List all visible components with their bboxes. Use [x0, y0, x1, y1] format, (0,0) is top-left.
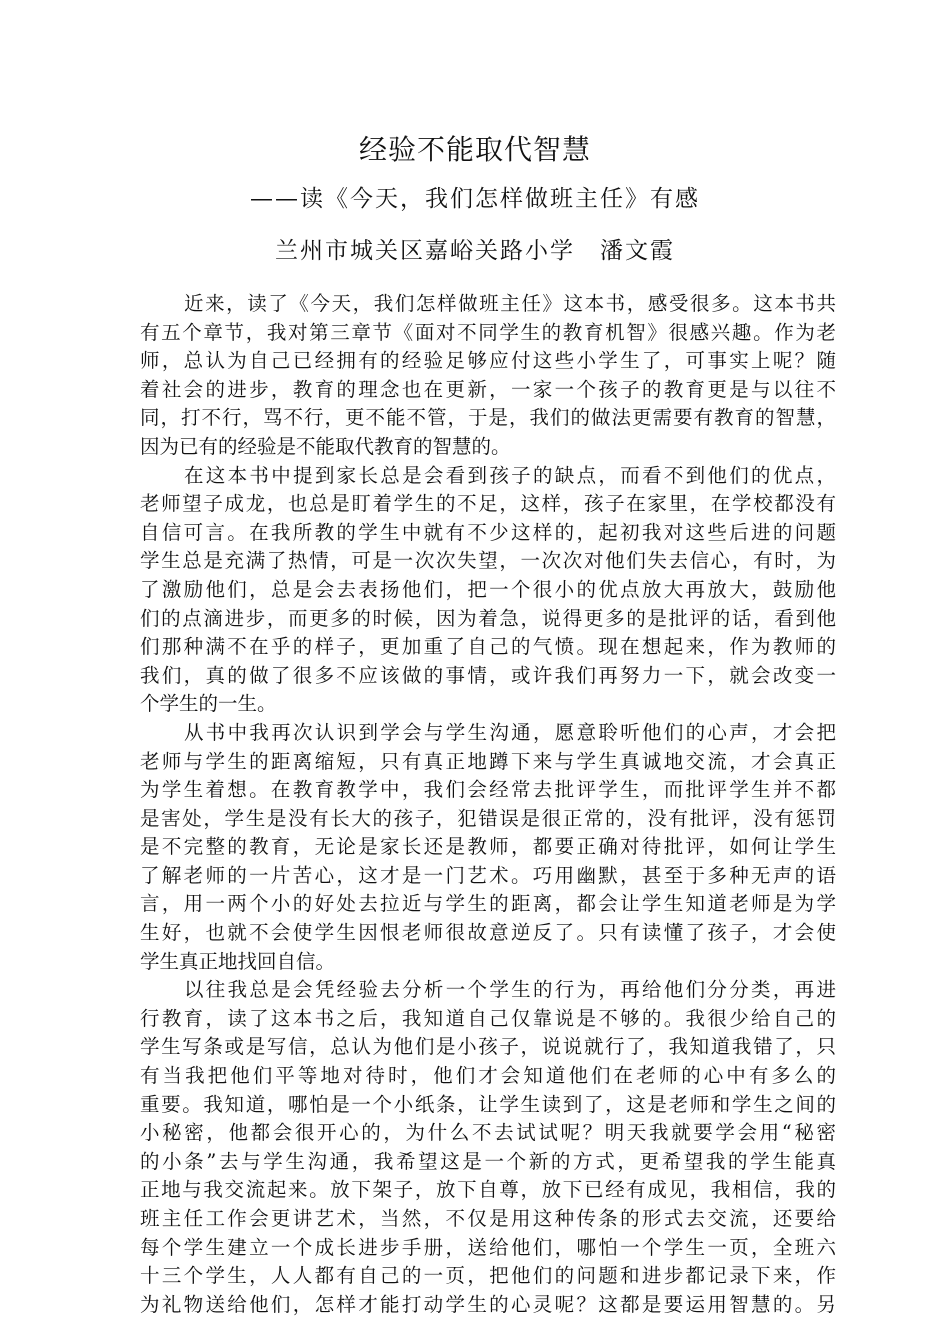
- paragraph-line: 以往我总是会凭经验去分析一个学生的行为，再给他们分分类，再进: [184, 978, 836, 1002]
- paragraph: [140, 719, 836, 976]
- paragraph-line: 因为已有的经验是不能取代教育的智慧的。: [140, 434, 511, 458]
- paragraph-line: 行教育，读了这本书之后，我知道自己仅靠说是不够的。我很少给自己的: [140, 1006, 836, 1030]
- paragraph-line: 每个学生建立一个成长进步手册，送给他们，哪怕一个学生一页，全班六: [140, 1235, 836, 1259]
- paragraph-line: 有当我把他们平等地对待时，他们才会知道他们在老师的心中有多么的: [140, 1064, 836, 1088]
- paragraph-line: 十三个学生，人人都有自己的一页，把他们的问题和进步都记录下来，作: [140, 1264, 836, 1288]
- paragraph: [140, 290, 836, 462]
- paragraph-line: 重要。我知道，哪怕是一个小纸条，让学生读到了，这是老师和学生之间的: [140, 1092, 836, 1116]
- paragraph-line: 同，打不行，骂不行，更不能不管，于是，我们的做法更需要有教育的智慧，: [140, 406, 836, 430]
- paragraph-line: 学生真正地找回自信。: [140, 949, 336, 973]
- paragraph-line: 们那种满不在乎的样子，更加重了自己的气愤。现在想起来，作为教师的: [140, 635, 836, 659]
- paragraph-line: 为学生着想。在教育教学中，我们会经常去批评学生，而批评学生并不都: [140, 778, 836, 802]
- paragraph-line: 们的点滴进步，而更多的时候，因为着急，说得更多的是批评的话，看到他: [140, 606, 836, 630]
- paragraph-line: 是害处，学生是没有长大的孩子，犯错误是很正常的，没有批评，没有惩罚: [140, 806, 836, 830]
- paragraph-line: 生好，也就不会使学生因恨老师很故意逆反了。只有读懂了孩子，才会使: [140, 921, 836, 945]
- paragraph-line: 学生写条或是写信，总认为他们是小孩子，说说就行了，我知道我错了，只: [140, 1035, 836, 1059]
- document-subtitle: ——读《今天，我们怎样做班主任》有感: [250, 186, 700, 212]
- paragraph-line: 着社会的进步，教育的理念也在更新，一家一个孩子的教育更是与以往不: [140, 377, 836, 401]
- paragraph-line: 老师与学生的距离缩短，只有真正地蹲下来与学生真诚地交流，才会真正: [140, 749, 836, 773]
- paragraph-line: 老师望子成龙，也总是盯着学生的不足，这样，孩子在家里，在学校都没有: [140, 492, 836, 516]
- paragraph-line: 了解老师的一片苦心，这才是一门艺术。巧用幽默，甚至于多种无声的语: [140, 863, 836, 887]
- paragraph-line: 在这本书中提到家长总是会看到孩子的缺点，而看不到他们的优点，: [184, 463, 836, 487]
- paragraph-line: 从书中我再次认识到学会与学生沟通，愿意聆听他们的心声，才会把: [184, 720, 836, 744]
- paragraph-line: 的小条”去与学生沟通，我希望这是一个新的方式，更希望我的学生能真: [140, 1149, 836, 1173]
- document-author: 兰州市城关区嘉峪关路小学 潘文霞: [275, 238, 675, 264]
- paragraph: [140, 462, 836, 719]
- document-title: 经验不能取代智慧: [358, 133, 591, 166]
- paragraph-line: 了激励他们，总是会去表扬他们，把一个很小的优点放大再放大，鼓励他: [140, 577, 836, 601]
- paragraph-line: 班主任工作会更讲艺术，当然，不仅是用这种传条的形式去交流，还要给: [140, 1207, 836, 1230]
- paragraph-line: 我们，真的做了很多不应该做的事情，或许我们再努力一下，就会改变一: [140, 663, 836, 687]
- paragraph-line: 有五个章节，我对第三章节《面对不同学生的教育机智》很感兴趣。作为老: [140, 320, 836, 344]
- paragraph-line: 正地与我交流起来。放下架子，放下自尊，放下已经有成见，我相信，我的: [140, 1178, 836, 1202]
- paragraph-line: 学生总是充满了热情，可是一次次失望，一次次对他们失去信心，有时，为: [140, 549, 836, 573]
- paragraph: [140, 976, 836, 1319]
- paragraph-line: 个学生的一生。: [140, 692, 277, 716]
- paragraph-line: 自信可言。在我所教的学生中就有不少这样的，起初我对这些后进的问题: [140, 520, 836, 544]
- paragraph-line: 言，用一两个小的好处去拉近与学生的距离，都会让学生知道老师是为学: [140, 892, 836, 916]
- paragraph-line: 小秘密，他都会很开心的，为什么不去试试呢？明天我就要学会用“秘密: [140, 1121, 836, 1145]
- document-body: [140, 290, 836, 1319]
- paragraph-line: 是不完整的教育，无论是家长还是教师，都要正确对待批评，如何让学生: [140, 835, 836, 859]
- paragraph-line: 近来，读了《今天，我们怎样做班主任》这本书，感受很多。这本书共: [184, 292, 836, 315]
- paragraph-line: 师，总认为自己已经拥有的经验足够应付这些小学生了，可事实上呢？随: [140, 349, 836, 373]
- paragraph-line: 为礼物送给他们，怎样才能打动学生的心灵呢？这都是要运用智慧的。另: [140, 1292, 836, 1316]
